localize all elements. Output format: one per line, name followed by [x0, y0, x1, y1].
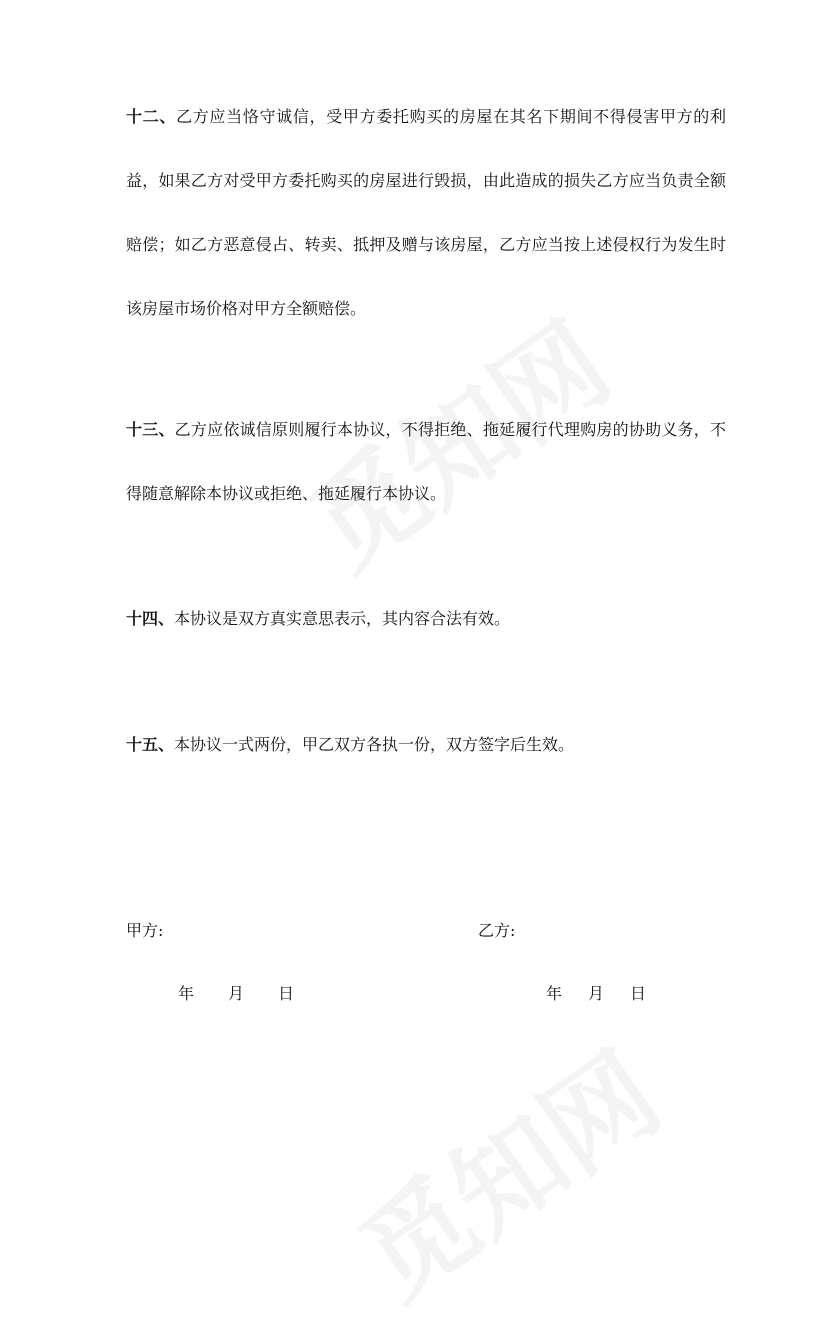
clause-text: 乙方应当恪守诚信，受甲方委托购买的房屋在其名下期间不得侵害甲方的利益，如果乙方对受甲方委托购买的房屋进行毁损，由此造成的损失乙方应当负责全额赔偿；如乙方恶意侵占、转卖、抵押及赠与该房屋，乙方应当按上述侵权行为发生时该房屋市场价格对甲方全额赔偿。: [126, 107, 726, 318]
party-b-date: [546, 982, 646, 1006]
clause-text: 本协议是双方真实意思表示，其内容合法有效。: [174, 609, 511, 628]
clause-number: 十三、: [126, 420, 175, 439]
date-month: 月: [588, 984, 605, 1003]
clause-text: 乙方应依诚信原则履行本协议，不得拒绝、拖延履行代理购房的协助义务，不得随意解除本协议或拒绝、拖延履行本协议。: [126, 420, 726, 503]
clause-14: [126, 587, 726, 651]
date-year: 年: [546, 984, 563, 1003]
clause-12: [126, 85, 726, 341]
clause-number: 十五、: [126, 735, 175, 754]
date-day: 日: [278, 984, 295, 1003]
clause-13: [126, 398, 726, 526]
date-month: 月: [228, 984, 245, 1003]
clause-text: 本协议一式两份，甲乙双方各执一份，双方签字后生效。: [174, 735, 575, 754]
party-a-date: [178, 982, 294, 1006]
party-b-label: 乙方:: [478, 921, 516, 940]
clause-15: [126, 713, 726, 777]
date-day: 日: [630, 984, 647, 1003]
watermark: [325, 1010, 686, 1328]
clause-number: 十四、: [126, 609, 175, 628]
date-year: 年: [178, 984, 195, 1003]
clause-number: 十二、: [126, 107, 177, 126]
party-a-label: 甲方:: [126, 921, 164, 940]
